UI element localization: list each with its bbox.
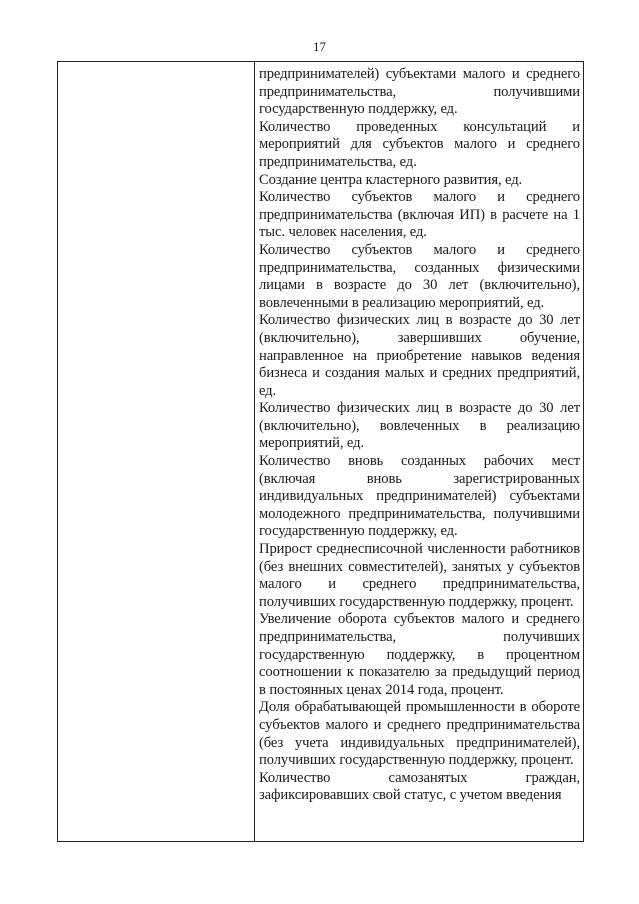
indicator-item: Количество вновь созданных рабочих мест (включая вновь зарегистрированных индивидуальных предпринимателей) субъектами молодежного предпринимательства, получившими государственную поддержку, ед. [259,453,580,540]
indicator-item: Количество субъектов малого и среднего предпринимательства, созданных физическими лицами в возрасте до 30 лет (включительно), вовлеченными в реализацию мероприятий, ед. [259,241,580,311]
indicator-item: предпринимателей) субъектами малого и среднего предпринимательства, получившими государственную поддержку, ед. [259,66,580,118]
indicator-item: Увеличение оборота субъектов малого и среднего предпринимательства, получивших государственную поддержку, в процентном соотношении к показателю за предыдущий период в постоянных ценах 2014 года, процент. [259,611,580,698]
indicator-item: Доля обрабатывающей промышленности в обороте субъектов малого и среднего предпринимательства (без учета индивидуальных предпринимателей), получивших государственную поддержку, процент. [259,699,580,769]
indicator-item: Количество физических лиц в возрасте до 30 лет (включительно), вовлеченных в реализацию мероприятий, ед. [259,400,580,452]
indicator-item: Количество физических лиц в возрасте до 30 лет (включительно), завершивших обучение, направленное на приобретение навыков ведения бизнеса и создания малых и средних предприятий, ед. [259,312,580,399]
page-number: 17 [313,39,326,54]
indicators-table [57,61,584,842]
indicator-item: Прирост среднесписочной численности работников (без внешних совместителей), занятых у субъектов малого и среднего предпринимательства, получивших государственную поддержку, процент. [259,541,580,610]
indicator-item: Количество проведенных консультаций и мероприятий для субъектов малого и среднего предпринимательства, ед. [259,118,580,170]
indicator-item: Создание центра кластерного развития, ед. [259,171,523,188]
indicator-item: Количество субъектов малого и среднего предпринимательства (включая ИП) в расчете на 1 тыс. человек населения, ед. [259,189,580,241]
table-right-cell [255,62,583,841]
indicator-item: Количество самозанятых граждан, зафиксировавших свой статус, с учетом введения [259,769,580,804]
table-left-cell [58,62,255,841]
